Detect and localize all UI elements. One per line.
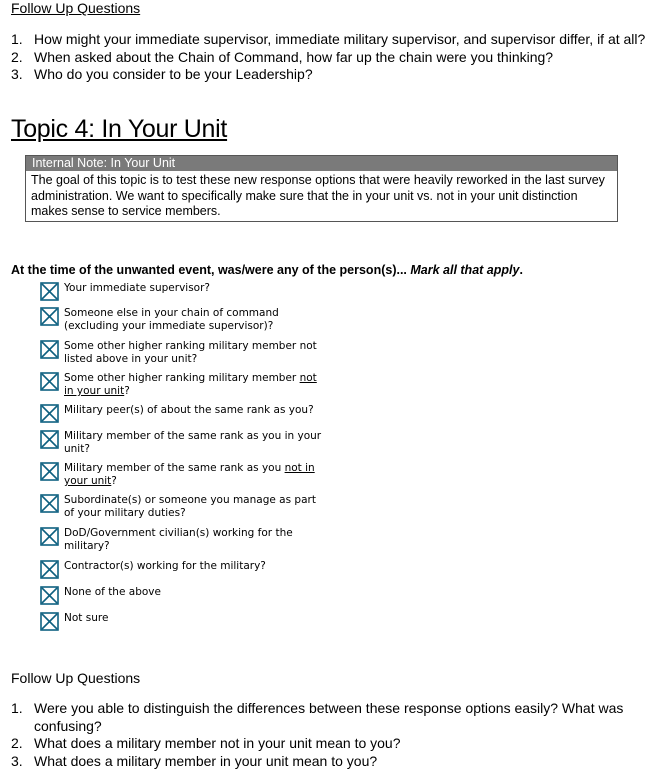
checked-checkbox-icon[interactable]: [40, 430, 59, 449]
list-item: [11, 735, 647, 753]
option-label-text: Military member of the same rank as you in your unit?: [64, 430, 322, 455]
checked-checkbox-icon[interactable]: [40, 340, 59, 359]
option-label-text: Some other higher ranking military member not listed above in your unit?: [64, 340, 317, 365]
option-label: [64, 430, 324, 456]
follow-up-list-top: [11, 31, 645, 84]
list-text: What does a military member in your unit mean to you?: [34, 752, 378, 769]
follow-up-list-bottom: [11, 700, 647, 770]
option-label: [64, 612, 324, 625]
checked-checkbox-icon[interactable]: [40, 560, 59, 579]
checked-checkbox-icon[interactable]: [40, 404, 59, 423]
option-label-text: Someone else in your chain of command (excluding your immediate supervisor)?: [64, 307, 279, 332]
list-text: What does a military member not in your unit mean to you?: [34, 735, 401, 751]
option-label-suffix: ?: [124, 385, 130, 397]
checked-checkbox-icon[interactable]: [40, 372, 59, 391]
list-number: 3.: [11, 752, 23, 769]
question-period: .: [519, 263, 523, 277]
option-label-underlined: not in your unit: [64, 462, 315, 487]
option-label: [64, 340, 324, 366]
list-text: Were you able to distinguish the differences between these response options easily? What was confusing?: [34, 700, 624, 734]
internal-note: [25, 155, 618, 222]
survey-question: [11, 263, 523, 277]
option-label: [64, 560, 324, 573]
checked-checkbox-icon[interactable]: [40, 494, 59, 513]
checked-checkbox-icon[interactable]: [40, 612, 59, 631]
list-number: 1.: [11, 31, 23, 47]
list-text: When asked about the Chain of Command, how far up the chain were you thinking?: [34, 48, 554, 65]
option-label: [64, 527, 324, 553]
follow-up-heading-bottom: Follow Up Questions: [11, 670, 141, 686]
list-number: 3.: [11, 66, 23, 82]
option-label: [64, 494, 324, 520]
option-label-text: None of the above: [64, 586, 161, 598]
list-item: [11, 31, 645, 49]
list-item: [11, 49, 645, 67]
option-label: [64, 282, 324, 295]
list-text: How might your immediate supervisor, immediate military supervisor, and supervisor differ, if at all?: [34, 31, 646, 47]
option-label-text: Military peer(s) of about the same rank as you?: [64, 404, 314, 416]
option-label: [64, 586, 324, 599]
checked-checkbox-icon[interactable]: [40, 527, 59, 546]
option-label-text: Military member of the same rank as you: [64, 462, 285, 474]
list-number: 1.: [11, 700, 23, 716]
list-item: [11, 700, 647, 735]
option-label: [64, 307, 324, 333]
option-label-text: Not sure: [64, 612, 109, 624]
option-label-underlined: not in your unit: [64, 372, 317, 397]
option-label-text: Subordinate(s) or someone you manage as part of your military duties?: [64, 494, 316, 519]
topic-title: Topic 4: In Your Unit: [11, 115, 228, 143]
question-instruction: Mark all that apply: [410, 263, 520, 277]
list-item: [11, 753, 647, 771]
checked-checkbox-icon[interactable]: [40, 462, 59, 481]
option-label-text: Contractor(s) working for the military?: [64, 560, 266, 572]
list-number: 2.: [11, 735, 23, 751]
checked-checkbox-icon[interactable]: [40, 586, 59, 605]
internal-note-body: The goal of this topic is to test these new response options that were heavily reworked in the last survey administration. We want to specifically make sure that the in your unit vs. not in your unit distinction makes sense to service members.: [31, 173, 605, 218]
option-label-text: Your immediate supervisor?: [64, 282, 211, 294]
question-text: At the time of the unwanted event, was/were any of the person(s)...: [11, 263, 411, 277]
option-label: [64, 462, 324, 488]
list-text: Who do you consider to be your Leadership?: [34, 66, 313, 82]
list-number: 2.: [11, 48, 23, 65]
list-item: [11, 66, 645, 84]
option-label-text: DoD/Government civilian(s) working for the military?: [64, 527, 293, 552]
checked-checkbox-icon[interactable]: [40, 307, 59, 326]
option-label: [64, 404, 324, 417]
option-label: [64, 372, 324, 398]
option-label-text: Some other higher ranking military member: [64, 372, 300, 384]
follow-up-heading-top: Follow Up Questions: [11, 0, 141, 16]
option-label-suffix: ?: [111, 475, 117, 487]
internal-note-header: Internal Note: In Your Unit: [26, 156, 617, 171]
checked-checkbox-icon[interactable]: [40, 282, 59, 301]
